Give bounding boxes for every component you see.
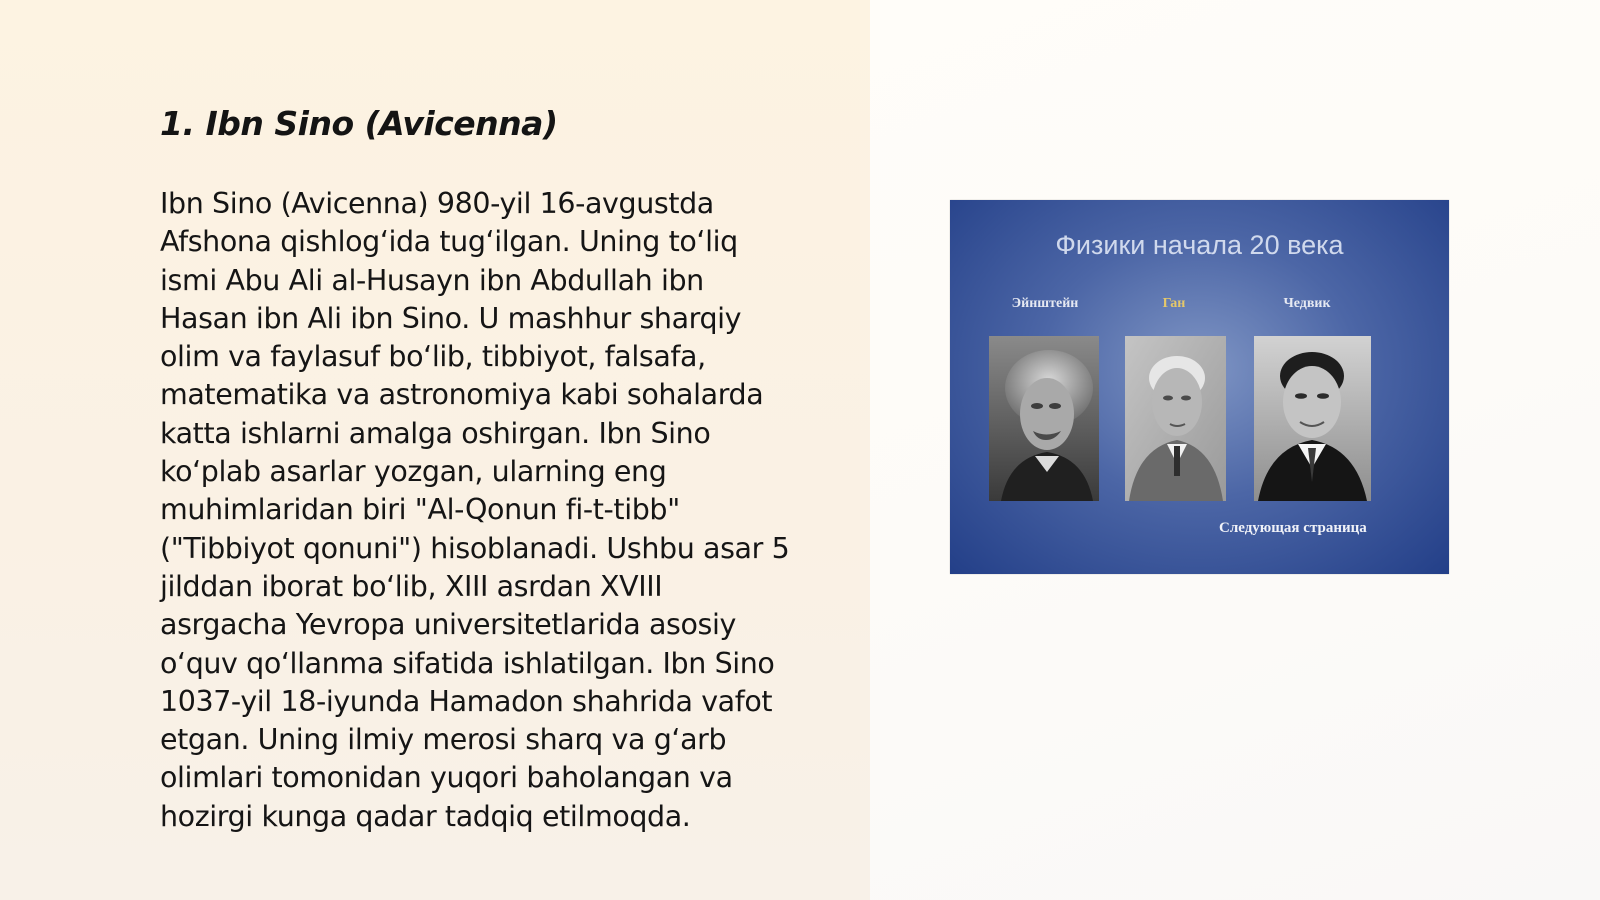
body-line: Hasan ibn Ali ibn Sino. U mashhur sharqiy bbox=[160, 301, 742, 335]
next-page-caption: Следующая страница bbox=[1219, 520, 1367, 536]
portrait-name-chadwick: Чедвик bbox=[1283, 296, 1331, 311]
body-line: Ibn Sino (Avicenna) 980-yil 16-avgustda bbox=[160, 187, 714, 220]
portrait-photo-einstein bbox=[989, 336, 1099, 501]
portrait-name-einstein: Эйнштейн bbox=[1011, 296, 1079, 311]
body-line: muhimlaridan biri "Al-Qonun fi-t-tibb" bbox=[160, 493, 680, 527]
body-line: ismi Abu Ali al-Husayn ibn Abdullah ibn bbox=[160, 263, 704, 297]
slide-body-text bbox=[160, 185, 860, 836]
body-line: Afshona qishlog‘ida tug‘ilgan. Uning to‘liq bbox=[160, 225, 738, 259]
body-line: matematika va astronomiya kabi sohalarda bbox=[160, 378, 764, 412]
body-line: olimlari tomonidan yuqori baholangan va bbox=[160, 761, 733, 795]
body-line: katta ishlarni amalga oshirgan. Ibn Sino bbox=[160, 416, 711, 450]
portrait-name-hahn: Ган bbox=[1162, 296, 1186, 311]
body-line: ("Tibbiyot qonuni") hisoblanadi. Ushbu asar 5 bbox=[160, 531, 790, 565]
image-title: Физики начала 20 века bbox=[1055, 230, 1344, 260]
body-line: o‘quv qo‘llanma sifatida ishlatilgan. Ibn Sino bbox=[160, 646, 775, 680]
body-line: ko‘plab asarlar yozgan, ularning eng bbox=[160, 455, 667, 489]
slide-title: 1. Ibn Sino (Avicenna) bbox=[160, 104, 558, 143]
body-line: etgan. Uning ilmiy merosi sharq va g‘arb bbox=[160, 723, 727, 757]
body-line: hozirgi kunga qadar tadqiq etilmoqda. bbox=[160, 799, 691, 833]
body-line: olim va faylasuf bo‘lib, tibbiyot, falsafa, bbox=[160, 340, 706, 374]
body-line: jilddan iborat bo‘lib, XIII asrdan XVIII bbox=[160, 569, 663, 603]
body-line: asrgacha Yevropa universitetlarida asosiy bbox=[160, 608, 736, 642]
body-line: 1037-yil 18-iyunda Hamadon shahrida vafot bbox=[160, 684, 773, 718]
physicists-image bbox=[950, 200, 1449, 574]
portrait-photo-hahn bbox=[1125, 336, 1226, 501]
portrait-photo-chadwick bbox=[1254, 336, 1371, 501]
